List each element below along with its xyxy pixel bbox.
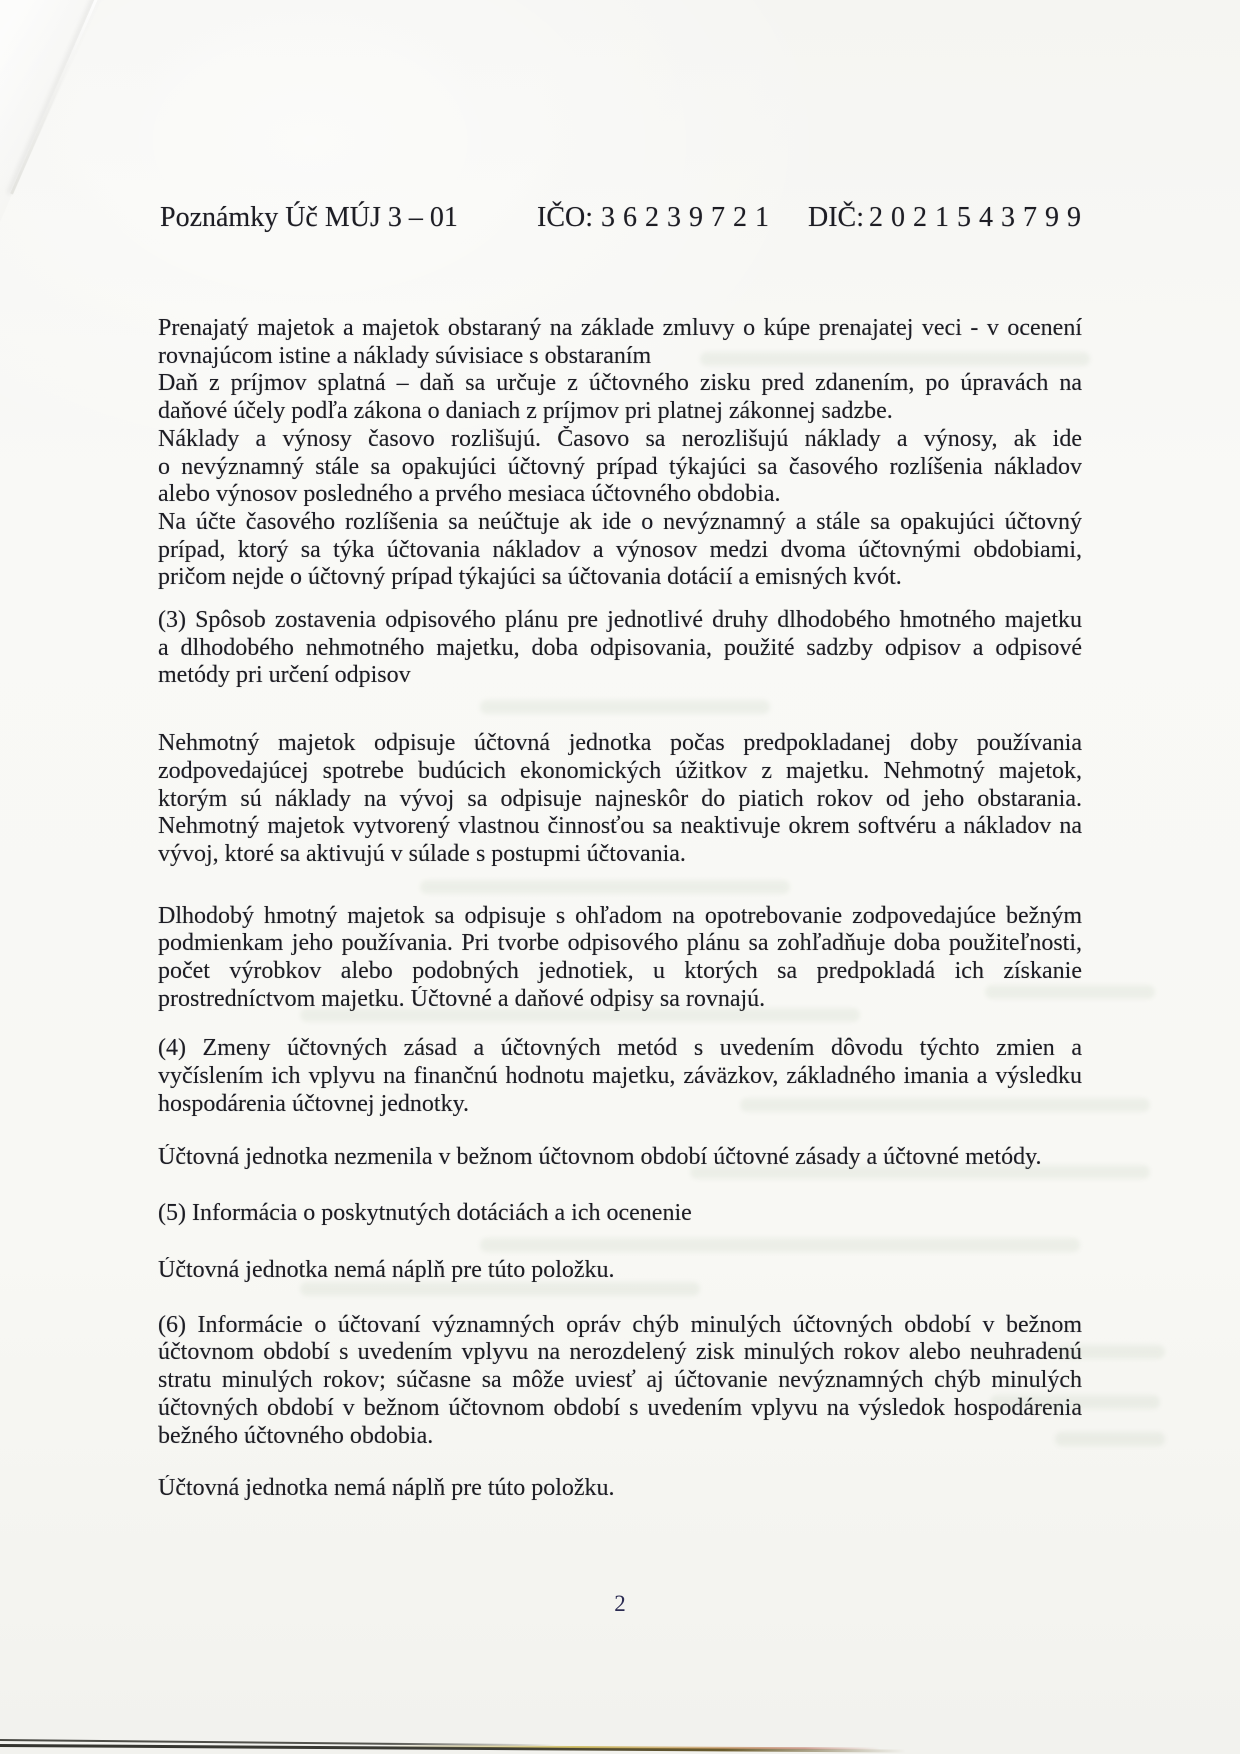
form-title: Poznámky Úč MÚJ 3 – 01 xyxy=(160,202,458,233)
paragraph-tangible-assets-depreciation xyxy=(158,903,1082,1014)
paragraph-line: Na účte časového rozlíšenia sa neúčtuje ak ide o nevýznamný a stále sa opakujúci účtovný xyxy=(158,508,1082,535)
paragraph-line: Náklady a výnosy časovo rozlišujú. Časovo sa nerozlišujú náklady a výnosy, ak ide xyxy=(158,425,1082,452)
paragraph-line: daňové účely podľa zákona o daniach z príjmov pri platnej zákonnej sadzbe. xyxy=(158,398,893,425)
bleed-through-artifact xyxy=(300,1282,700,1296)
paragraph-line: vyčíslením ich vplyvu na finančnú hodnotu majetku, záväzkov, základného imania a výsledku xyxy=(158,1063,1082,1090)
paragraph-line: účtovnom období s uvedením vplyvu na nerozdelený zisk minulých rokov alebo neuhradenú xyxy=(158,1339,1082,1366)
bleed-through-artifact xyxy=(480,1238,1080,1252)
page-corner-fold xyxy=(0,0,118,222)
paragraph-line: vývoj, ktoré sa aktivujú v súlade s postupmi účtovania. xyxy=(158,840,686,867)
paragraph-line: účtovných období v bežnom účtovnom období s uvedením vplyvu na výsledok hospodárenia xyxy=(158,1394,1082,1421)
dic-label: DIČ: xyxy=(808,202,864,233)
paragraph-line: (6) Informácie o účtovaní významných opráv chýb minulých účtovných období v bežnom xyxy=(158,1311,1082,1338)
paragraph-line: podmienkam jeho používania. Pri tvorbe odpisového plánu sa zohľadňuje doba použiteľnosti, xyxy=(158,930,1082,957)
bleed-through-artifact xyxy=(420,880,790,894)
paragraph-line: hospodárenia účtovnej jednotky. xyxy=(158,1090,470,1117)
paragraph-line: o nevýznamný stále sa opakujúci účtovný prípad týkajúci sa časového rozlíšenia nákladov xyxy=(158,453,1082,480)
paragraph-line: zodpovedajúcej spotrebe budúcich ekonomických úžitkov z majetku. Nehmotný majetok, xyxy=(158,757,1082,784)
bleed-through-artifact xyxy=(990,1395,1160,1409)
paragraph-line: prípad, ktorý sa týka účtovania nákladov a výnosov medzi dvoma účtovnými obdobiami, xyxy=(158,536,1082,563)
paragraph-line: metódy pri určení odpisov xyxy=(158,662,411,689)
bleed-through-artifact xyxy=(480,700,770,714)
bleed-through-artifact xyxy=(1055,1432,1165,1446)
paragraph-line: Dlhodobý hmotný majetok sa odpisuje s ohľadom na opotrebovanie zodpovedajúce bežným xyxy=(158,902,1082,929)
bleed-through-artifact xyxy=(690,1165,1150,1179)
paragraph-line: rovnajúcom istine a náklady súvisiace s obstaraním xyxy=(158,342,652,369)
paragraph-line: Nehmotný majetok vytvorený vlastnou činnosťou sa neaktivuje okrem softvéru a nákladov na xyxy=(158,813,1082,840)
paragraph-point-3-depreciation-plan xyxy=(158,607,1082,690)
paragraph-point-6-error-corrections xyxy=(158,1312,1082,1451)
paragraph-no-content-statement-2 xyxy=(158,1475,1082,1503)
ico-label: IČO: xyxy=(537,202,593,233)
paragraph-line: Účtovná jednotka nemá náplň pre túto položku. xyxy=(158,1475,615,1502)
paragraph-line: stratu minulých rokov; súčasne sa môže uviesť aj účtovanie nevýznamných chýb minulých xyxy=(158,1367,1082,1394)
paragraph-line: Prenajatý majetok a majetok obstaraný na základe zmluvy o kúpe prenajatej veci - v ocenení xyxy=(158,315,1082,341)
paragraph-line: ktorým sú náklady na vývoj sa odpisuje najneskôr do piatich rokov od jeho obstarania. xyxy=(158,785,1082,812)
paragraph-line: počet výrobkov alebo podobných jednotiek, u ktorých sa predpokladá ich získanie xyxy=(158,958,1082,985)
page-number: 2 xyxy=(614,1591,626,1616)
paragraph-line: prostredníctvom majetku. Účtovné a daňové odpisy sa rovnajú. xyxy=(158,985,766,1012)
paragraph-no-content-statement-1 xyxy=(158,1257,1082,1285)
paragraph-point-5-subsidies xyxy=(158,1200,1082,1228)
document-body xyxy=(158,315,1082,1503)
bleed-through-artifact xyxy=(740,1098,1150,1112)
paragraph-line: bežného účtovného obdobia. xyxy=(158,1422,434,1449)
paragraph-line: Účtovná jednotka nezmenila v bežnom účtovnom období účtovné zásady a účtovné metódy. xyxy=(158,1143,1042,1170)
paragraph-line: (5) Informácia o poskytnutých dotáciách a ich ocenenie xyxy=(158,1200,692,1227)
bleed-through-artifact xyxy=(985,985,1155,999)
paragraph-intangible-assets-depreciation xyxy=(158,730,1082,869)
paragraph-line: (3) Spôsob zostavenia odpisového plánu pre jednotlivé druhy dlhodobého hmotného majetku xyxy=(158,607,1082,634)
paragraph-line: Daň z príjmov splatná – daň sa určuje z účtovného zisku pred zdanením, po úpravách na xyxy=(158,370,1082,397)
paragraph-line: alebo výnosov posledného a prvého mesiaca účtovného obdobia. xyxy=(158,481,781,508)
bleed-through-artifact xyxy=(300,1008,860,1022)
paragraph-line: (4) Zmeny účtovných zásad a účtovných metód s uvedením dôvodu týchto zmien a xyxy=(158,1035,1082,1062)
bleed-through-artifact xyxy=(1055,1345,1165,1359)
paragraph-line: Účtovná jednotka nemá náplň pre túto položku. xyxy=(158,1256,615,1283)
paragraph-line: a dlhodobého nehmotného majetku, doba odpisovania, použité sadzby odpisov a odpisové xyxy=(158,634,1082,661)
ico-value: 3 6 2 3 9 7 2 1 xyxy=(601,202,770,233)
paragraph-line: Nehmotný majetok odpisuje účtovná jednotka počas predpokladanej doby používania xyxy=(158,730,1082,757)
bleed-through-artifact xyxy=(700,352,1090,366)
dic-value: 2 0 2 1 5 4 3 7 9 9 xyxy=(869,202,1082,233)
paragraph-line: pričom nejde o účtovný prípad týkajúci sa účtovania dotácií a emisných kvót. xyxy=(158,564,902,591)
